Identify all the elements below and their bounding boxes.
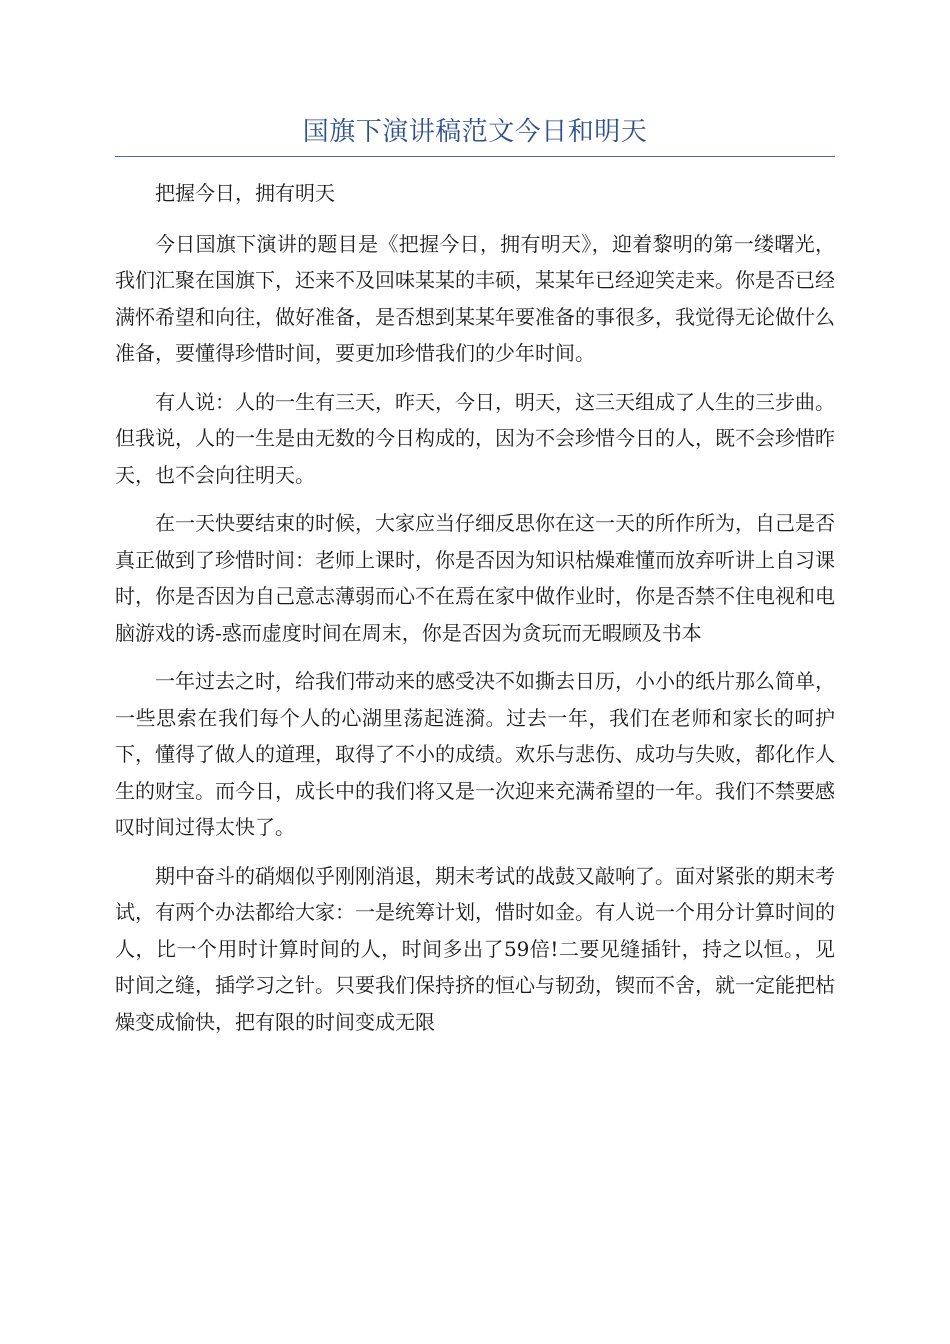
title-underline — [115, 156, 835, 157]
paragraph-3: 在一天快要结束的时候，大家应当仔细反思你在这一天的所作所为，自己是否真正做到了珍惜时间：老师上课时，你是否因为知识枯燥难懂而放弃听讲上自习课时，你是否因为自己意志薄弱而心不在焉在家中做作业时，你是否禁不住电视和电脑游戏的诱-惑而虚度时间在周末，你是否因为贪玩而无暇顾及书本 — [115, 511, 835, 645]
paragraph-2: 有人说：人的一生有三天，昨天，今日，明天，这三天组成了人生的三步曲。但我说，人的一生是由无数的今日构成的，因为不会珍惜今日的人，既不会珍惜昨天，也不会向往明天。 — [115, 389, 835, 487]
paragraph-1: 今日国旗下演讲的题目是《把握今日，拥有明天》，迎着黎明的第一缕曙光，我们汇聚在国旗下，还来不及回味某某的丰硕，某某年已经迎笑走来。你是否已经满怀希望和向往，做好准备，是否想到某某年要准备的事很多，我觉得无论做什么准备，要懂得珍惜时间，要更加珍惜我们的少年时间。 — [115, 231, 835, 365]
paragraph-subtitle: 把握今日，拥有明天 — [155, 181, 335, 205]
document-title: 国旗下演讲稿范文今日和明天 — [302, 117, 648, 147]
paragraph-4: 一年过去之时，给我们带动来的感受决不如撕去日历，小小的纸片那么简单，一些思索在我们每个人的心湖里荡起涟漪。过去一年，我们在老师和家长的呵护下，懂得了做人的道理，取得了不小的成绩。欢乐与悲伤、成功与失败，都化作人生的财宝。而今日，成长中的我们将又是一次迎来充满希望的一年。我们不禁要感叹时间过得太快了。 — [115, 669, 835, 839]
document-page — [115, 112, 835, 1052]
paragraph-5: 期中奋斗的硝烟似乎刚刚消退，期末考试的战鼓又敲响了。面对紧张的期末考试，有两个办法都给大家：一是统筹计划，惜时如金。有人说一个用分计算时间的人，比一个用时计算时间的人，时间多出了59倍!二要见缝插针，持之以恒。，见时间之缝，插学习之针。只要我们保持挤的恒心与韧劲，锲而不舍，就一定能把枯燥变成愉快，把有限的时间变成无限 — [115, 863, 835, 1034]
